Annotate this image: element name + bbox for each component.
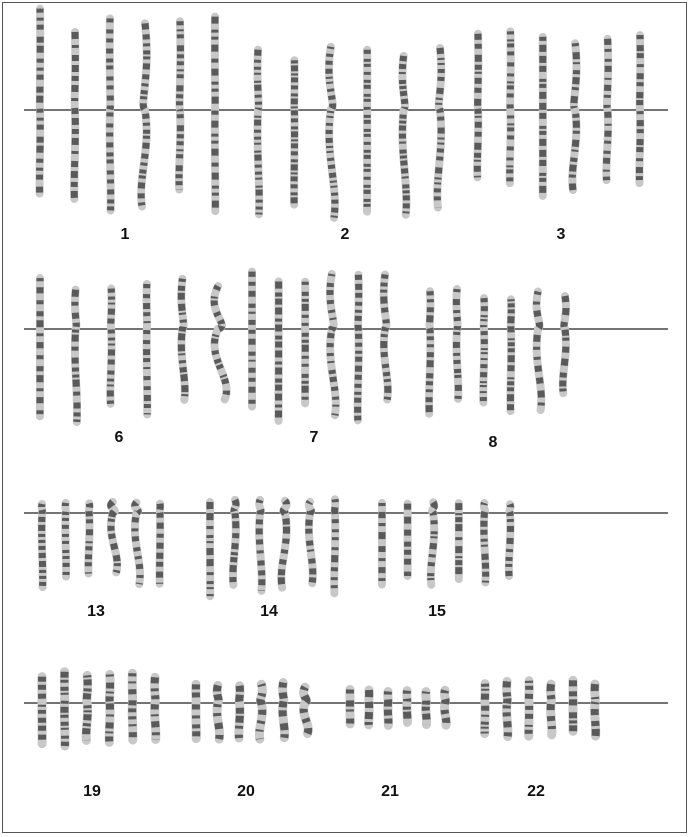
chromosome-13-3 [88,503,89,573]
chromosome-bands [160,504,161,584]
chromosome-body [507,681,508,736]
chromosome-bands [477,34,478,178]
chromosome-2-6 [437,48,441,208]
chromosome-3-2 [510,31,511,183]
chromosome-19-3 [86,675,88,740]
chromosome-1-3 [110,18,111,210]
group-label-20: 20 [237,783,255,800]
chromosome-14-5 [309,502,313,583]
chromosome-bands [86,675,88,740]
group-label-6: 6 [114,429,124,446]
group-label-7: 7 [309,429,319,446]
chromosome-6-5 [181,279,185,400]
chromosome-1-6 [215,17,216,211]
chromosome-14-6 [334,499,335,593]
chromosome-14-4 [281,501,286,588]
chromosome-2-5 [402,56,406,215]
chromosome-1-2 [74,32,75,199]
chromosome-bands [509,504,511,576]
chromosome-6-4 [147,284,148,414]
chromosome-body [42,504,43,587]
chromosome-19-6 [155,677,156,739]
chromosome-13-5 [135,503,140,585]
chromosome-7-5 [358,275,359,421]
chromosome-3-5 [606,39,608,180]
chromosome-3-4 [572,43,576,190]
chromosome-21-4 [407,691,408,723]
chromosome-bands [214,286,226,399]
chromosome-8-5 [536,292,541,411]
chromosome-2-3 [329,47,335,218]
chromosome-6-2 [75,290,77,422]
chromosome-20-5 [283,683,285,738]
chromosome-2-1 [257,50,259,215]
group-label-8: 8 [488,434,498,451]
chromosome-body [110,289,111,404]
chromosome-22-2 [507,681,508,736]
chromosome-3-6 [639,35,640,183]
chromosome-bands [309,502,313,583]
chromosome-bands [510,31,511,183]
chromosome-8-4 [510,299,511,411]
chromosome-1-1 [40,9,41,194]
chromosome-20-4 [259,684,262,739]
group-label-22: 22 [527,783,545,800]
chromosome-1-5 [179,21,180,189]
chromosome-13-4 [111,502,117,573]
chromosome-8-6 [563,296,566,393]
chromosome-body [75,290,77,422]
chromosome-layer [40,9,641,746]
chromosome-8-2 [456,289,458,399]
group-label-14: 14 [260,603,278,620]
chromosome-7-4 [330,274,336,415]
chromosome-body [217,685,220,739]
chromosome-13-6 [160,504,161,584]
chromosome-15-6 [509,504,511,576]
chromosome-22-4 [551,684,552,735]
chromosome-1-4 [141,23,147,206]
chromosome-bands [437,48,441,208]
chromosome-6-6 [214,286,226,399]
chromosome-13-1 [42,504,43,587]
chromosome-8-3 [483,298,484,402]
group-label-3: 3 [556,226,566,243]
group-label-13: 13 [87,603,105,620]
chromosome-14-3 [259,500,262,591]
chromosome-19-2 [64,672,65,746]
chromosome-15-5 [484,503,486,583]
chromosome-bands [109,674,110,742]
group-label-2: 2 [340,226,350,243]
chromosome-20-2 [217,685,220,739]
chromosome-3-1 [477,34,478,178]
group-label-1: 1 [120,226,130,243]
chromosome-6-3 [110,289,111,404]
group-label-19: 19 [83,783,101,800]
chromosome-22-6 [595,684,596,736]
group-label-21: 21 [381,783,399,800]
chromosome-19-4 [109,674,110,742]
chromosome-7-6 [384,275,388,400]
chromosome-22-1 [485,684,486,734]
chromosome-20-6 [304,687,309,733]
chromosome-15-3 [431,502,435,585]
chromosome-21-5 [426,692,427,725]
chromosome-14-2 [233,500,236,585]
chromosome-19-5 [132,673,133,740]
chromosome-21-6 [444,690,446,725]
group-label-15: 15 [428,603,446,620]
chromosome-8-1 [429,291,430,414]
chromosome-20-3 [239,686,240,738]
chromosome-13-2 [65,503,66,577]
chromosome-21-3 [388,692,389,726]
